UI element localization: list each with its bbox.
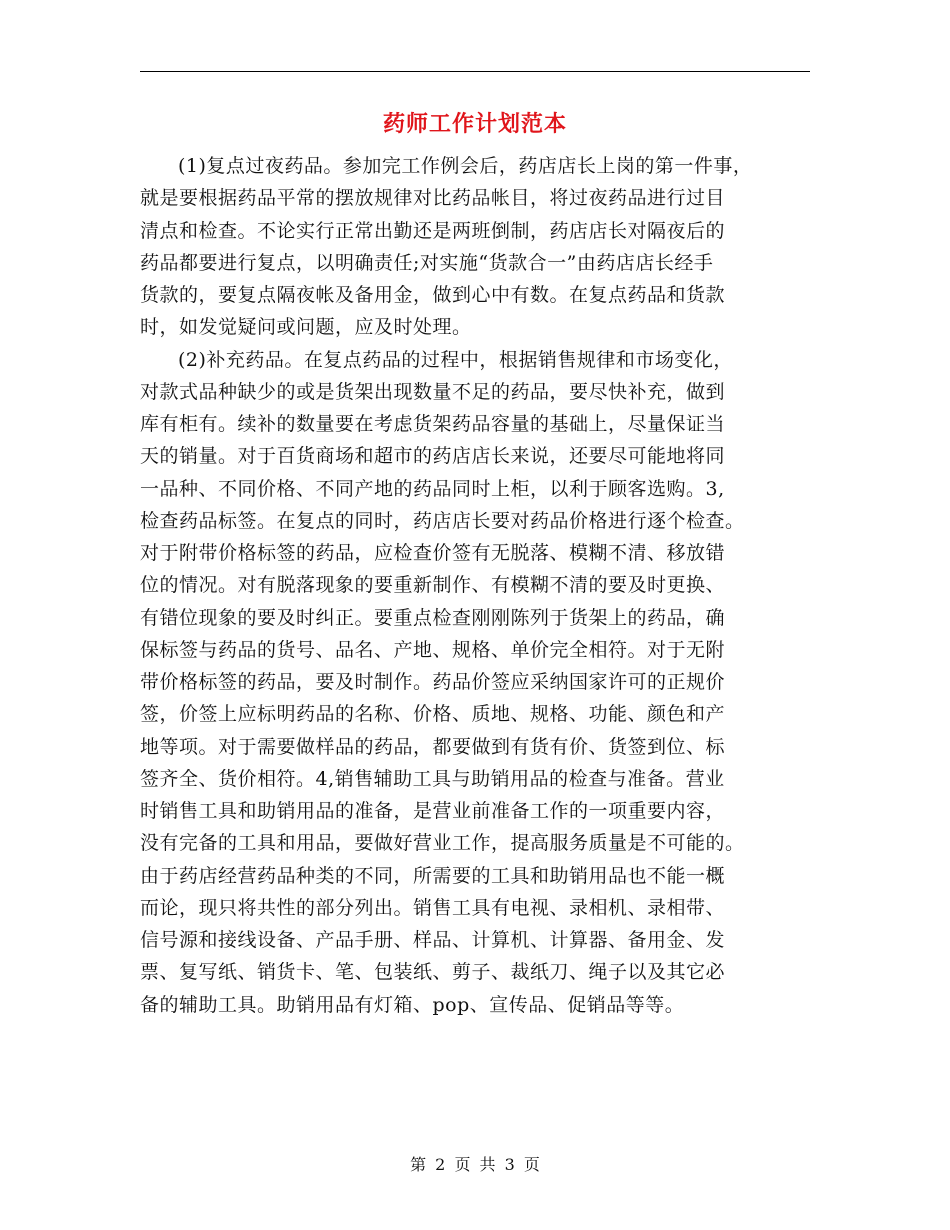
document-body xyxy=(140,150,812,1021)
paragraph-line: 没有完备的工具和用品，要做好营业工作，提高服务质量是不可能的。 xyxy=(140,832,745,855)
document-title: 药师工作计划范本 xyxy=(382,111,567,137)
paragraph-line: 位的情况。对有脱落现象的要重新制作、有模糊不清的要及时更换、 xyxy=(140,574,726,597)
paragraph-line: 备的辅助工具。助销用品有灯箱、pop、宣传品、促销品等等。 xyxy=(140,993,685,1016)
paragraph-line: 而论，现只将共性的部分列出。销售工具有电视、录相机、录相带、 xyxy=(140,896,726,919)
paragraph-line: 票、复写纸、销货卡、笔、包装纸、剪子、裁纸刀、绳子以及其它必 xyxy=(140,961,726,984)
paragraph-line: 时销售工具和助销用品的准备，是营业前准备工作的一项重要内容， xyxy=(140,800,726,822)
paragraph-line: 由于药店经营药品种类的不同，所需要的工具和助销用品也不能一概 xyxy=(140,864,726,887)
paragraph-line: 一品种、不同价格、不同产地的药品同时上柜，以利于顾客选购。3, xyxy=(140,477,725,500)
paragraph-line: 签齐全、货价相符。4,销售辅助工具与助销用品的检查与准备。营业 xyxy=(140,767,725,790)
paragraph-line: 时，如发觉疑问或问题，应及时处理。 xyxy=(140,316,472,339)
paragraph-line: 检查药品标签。在复点的同时，药店店长要对药品价格进行逐个检查。 xyxy=(140,509,745,532)
paragraph-line: (2)补充药品。在复点药品的过程中，根据销售规律和市场变化， xyxy=(178,348,733,371)
paragraph-line: 对款式品种缺少的或是货架出现数量不足的药品，要尽快补充，做到 xyxy=(140,380,726,403)
paragraph-line: 地等项。对于需要做样品的药品，都要做到有货有价、货签到位、标 xyxy=(140,735,726,758)
paragraph-line: 天的销量。对于百货商场和超市的药店店长来说，还要尽可能地将同 xyxy=(140,445,726,468)
paragraph-line: 带价格标签的药品，要及时制作。药品价签应采纳国家许可的正规价 xyxy=(140,671,726,693)
paragraph-line: 信号源和接线设备、产品手册、样品、计算机、计算器、备用金、发 xyxy=(140,929,726,951)
paragraph-line: 药品都要进行复点，以明确责任;对实施“货款合一”由药店店长经手 xyxy=(140,251,714,274)
page-number: 第 2 页 共 3 页 xyxy=(410,1155,540,1174)
paragraph-line: 签，价签上应标明药品的名称、价格、质地、规格、功能、颜色和产 xyxy=(140,703,726,726)
paragraph-line: 对于附带价格标签的药品，应检查价签有无脱落、模糊不清、移放错 xyxy=(140,542,726,564)
header-rule xyxy=(140,71,810,72)
paragraph-line: (1)复点过夜药品。参加完工作例会后，药店店长上岗的第一件事， xyxy=(178,155,753,177)
paragraph-line: 有错位现象的要及时纠正。要重点检查刚刚陈列于货架上的药品，确 xyxy=(140,606,726,629)
paragraph-line: 就是要根据药品平常的摆放规律对比药品帐目，将过夜药品进行过目 xyxy=(140,187,726,210)
paragraph-line: 库有柜有。续补的数量要在考虑货架药品容量的基础上，尽量保证当 xyxy=(140,413,726,435)
paragraph-line: 清点和检查。不论实行正常出勤还是两班倒制，药店店长对隔夜后的 xyxy=(140,219,726,242)
paragraph-line: 货款的，要复点隔夜帐及备用金，做到心中有数。在复点药品和货款 xyxy=(140,284,726,306)
paragraph-line: 保标签与药品的货号、品名、产地、规格、单价完全相符。对于无附 xyxy=(140,638,726,661)
